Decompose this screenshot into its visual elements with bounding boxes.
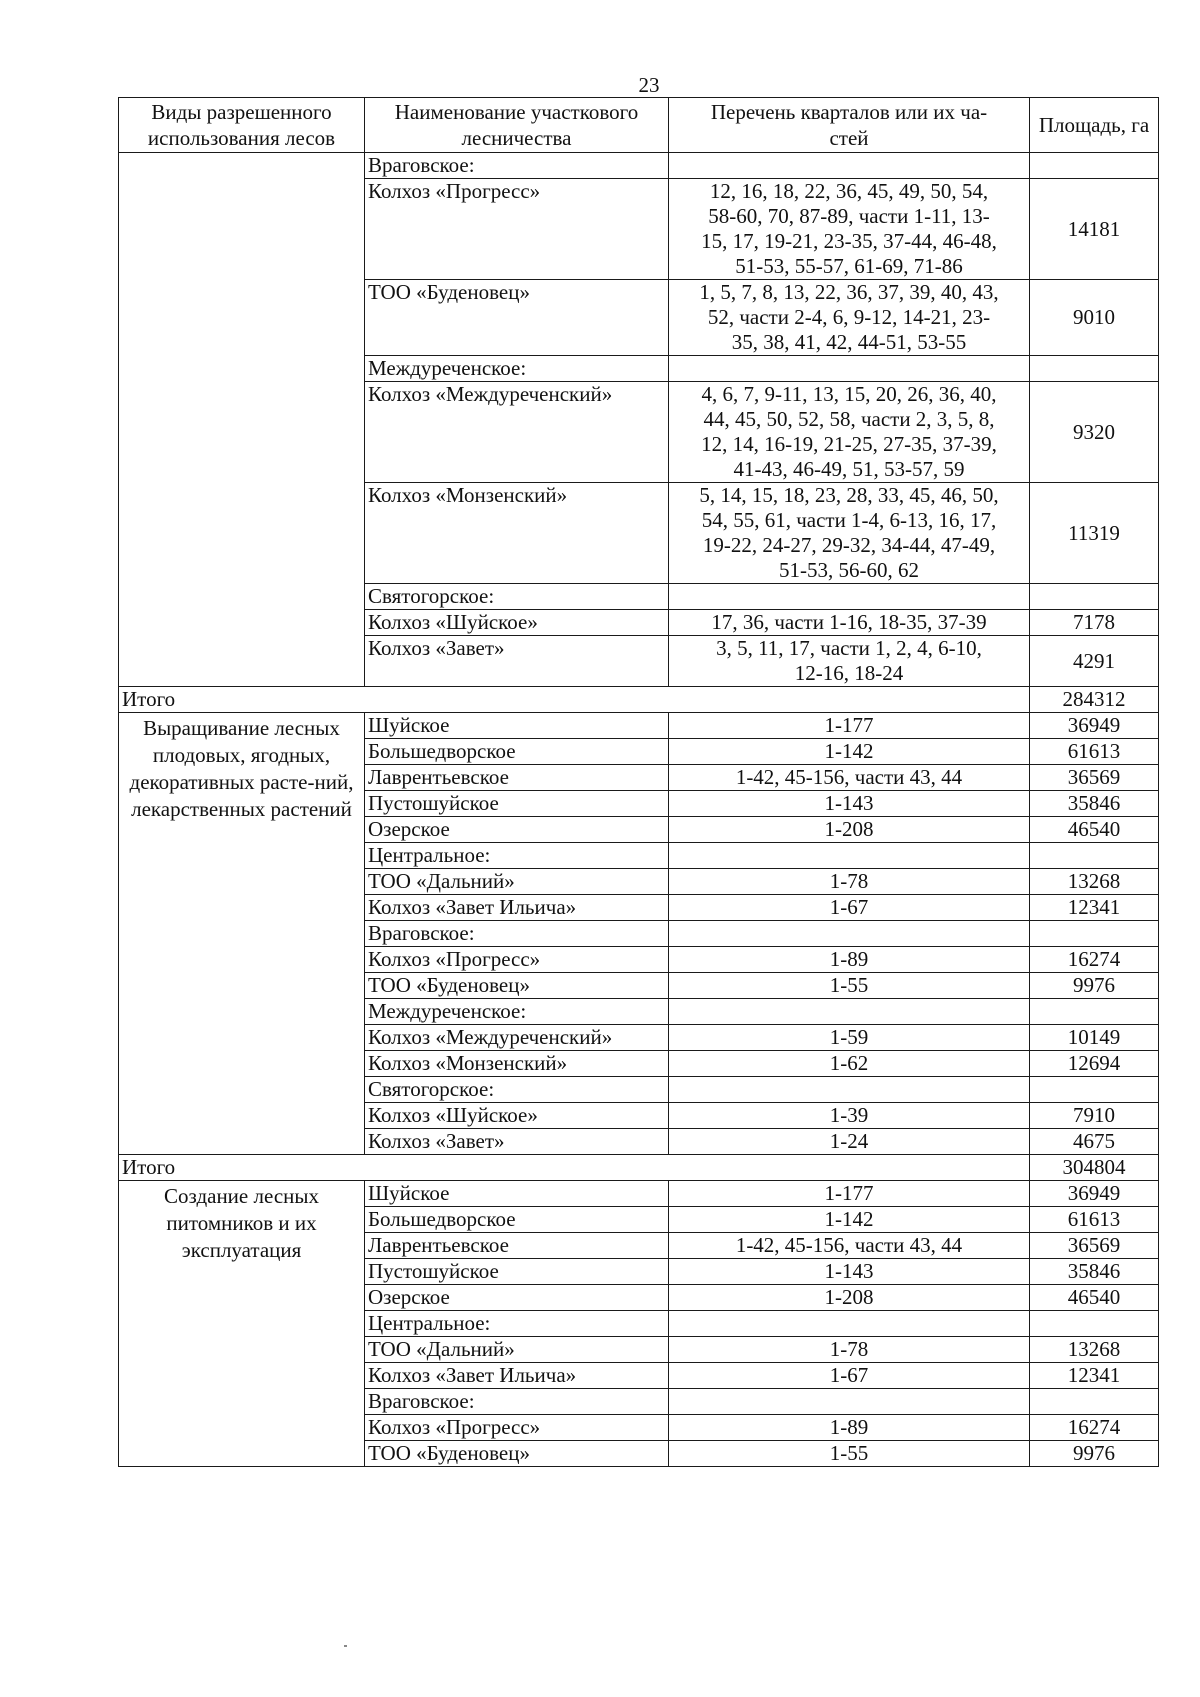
page-number: 23 xyxy=(638,73,660,97)
forestry-name: Колхоз «Завет» xyxy=(365,636,669,687)
quarters-list: 1-55 xyxy=(669,973,1030,999)
area-ha: 36949 xyxy=(1030,713,1159,739)
area-ha xyxy=(1030,584,1159,610)
area-ha: 61613 xyxy=(1030,739,1159,765)
area-ha: 14181 xyxy=(1030,179,1159,280)
forestry-name: Колхоз «Шуйское» xyxy=(365,610,669,636)
quarters-list: 1-39 xyxy=(669,1103,1030,1129)
area-ha: 61613 xyxy=(1030,1207,1159,1233)
table-header-row xyxy=(119,98,1159,153)
area-ha: 12694 xyxy=(1030,1051,1159,1077)
quarters-list xyxy=(669,1389,1030,1415)
forestry-name: ТОО «Буденовец» xyxy=(365,973,669,999)
area-ha: 16274 xyxy=(1030,1415,1159,1441)
quarters-list xyxy=(669,999,1030,1025)
quarters-list xyxy=(669,843,1030,869)
area-ha: 9976 xyxy=(1030,1441,1159,1467)
quarters-list: 1-89 xyxy=(669,1415,1030,1441)
forestry-name: Центральное: xyxy=(365,843,669,869)
area-ha: 13268 xyxy=(1030,869,1159,895)
area-ha: 7910 xyxy=(1030,1103,1159,1129)
area-ha xyxy=(1030,1311,1159,1337)
forestry-name: Колхоз «Прогресс» xyxy=(365,1415,669,1441)
forestry-name: ТОО «Буденовец» xyxy=(365,1441,669,1467)
quarters-list xyxy=(669,1077,1030,1103)
area-ha: 13268 xyxy=(1030,1337,1159,1363)
area-ha: 46540 xyxy=(1030,1285,1159,1311)
area-ha: 36569 xyxy=(1030,765,1159,791)
forestry-name: Святогорское: xyxy=(365,584,669,610)
forestry-name: Колхоз «Завет» xyxy=(365,1129,669,1155)
forestry-name: Междуреченское: xyxy=(365,999,669,1025)
quarters-list xyxy=(669,153,1030,179)
quarters-list xyxy=(669,636,1030,687)
quarters-list: 1-143 xyxy=(669,1259,1030,1285)
use-type-nurseries: Создание лесных питомников и их эксплуатация xyxy=(119,1181,365,1467)
area-ha: 9976 xyxy=(1030,973,1159,999)
area-ha: 12341 xyxy=(1030,895,1159,921)
header-area: Площадь, га xyxy=(1030,98,1159,153)
area-ha: 46540 xyxy=(1030,817,1159,843)
quarters-list: 1-89 xyxy=(669,947,1030,973)
area-ha: 35846 xyxy=(1030,791,1159,817)
quarters-list xyxy=(669,280,1030,356)
forestry-name: Колхоз «Шуйское» xyxy=(365,1103,669,1129)
forestry-name: Колхоз «Прогресс» xyxy=(365,179,669,280)
forestry-name: Озерское xyxy=(365,1285,669,1311)
forestry-name: ТОО «Буденовец» xyxy=(365,280,669,356)
quarters-list: 1-42, 45-156, части 43, 44 xyxy=(669,765,1030,791)
forestry-name: Междуреченское: xyxy=(365,356,669,382)
forestry-name: Колхоз «Завет Ильича» xyxy=(365,1363,669,1389)
forest-use-table xyxy=(118,97,1159,1467)
section2-row xyxy=(119,713,1159,739)
quarters-list xyxy=(669,382,1030,483)
total-row-1 xyxy=(119,687,1159,713)
forestry-name: ТОО «Дальний» xyxy=(365,869,669,895)
quarters-list: 1-24 xyxy=(669,1129,1030,1155)
quarters-list: 1-78 xyxy=(669,1337,1030,1363)
quarters-list: 1-208 xyxy=(669,817,1030,843)
forestry-name: Шуйское xyxy=(365,1181,669,1207)
area-ha: 11319 xyxy=(1030,483,1159,584)
quarters-list-text: 5, 14, 15, 18, 23, 28, 33, 45, 46, 50, 54, 55, 61, части 1-4, 6-13, 16, 17, 19-22, 24-27, 29-32, 34-44, 47-49, 51-53, 56-60, 62 xyxy=(699,483,999,582)
forestry-name: Лаврентьевское xyxy=(365,1233,669,1259)
total-value: 304804 xyxy=(1030,1155,1159,1181)
section3-row xyxy=(119,1181,1159,1207)
area-ha: 7178 xyxy=(1030,610,1159,636)
forestry-name: Враговское: xyxy=(365,921,669,947)
quarters-list: 1-78 xyxy=(669,869,1030,895)
area-ha: 9320 xyxy=(1030,382,1159,483)
area-ha: 12341 xyxy=(1030,1363,1159,1389)
quarters-list: 17, 36, части 1-16, 18-35, 37-39 xyxy=(669,610,1030,636)
quarters-list: 1-67 xyxy=(669,1363,1030,1389)
quarters-list: 1-177 xyxy=(669,713,1030,739)
header-forestry-name: Наименование участкового лесничества xyxy=(365,98,669,153)
forestry-name: ТОО «Дальний» xyxy=(365,1337,669,1363)
use-type-cultivation: Выращивание лесных плодовых, ягодных, декоративных расте-ний, лекарственных растений xyxy=(119,713,365,1155)
total-value: 284312 xyxy=(1030,687,1159,713)
scan-speck xyxy=(344,1645,347,1647)
forestry-name: Враговское: xyxy=(365,1389,669,1415)
forestry-name: Колхоз «Междуреченский» xyxy=(365,1025,669,1051)
area-ha: 4675 xyxy=(1030,1129,1159,1155)
forestry-name: Колхоз «Завет Ильича» xyxy=(365,895,669,921)
total-label: Итого xyxy=(119,1155,1030,1181)
forestry-name: Колхоз «Междуреченский» xyxy=(365,382,669,483)
header-quarters-text: Перечень кварталов или их ча- стей xyxy=(710,100,988,150)
quarters-list: 1-62 xyxy=(669,1051,1030,1077)
area-ha xyxy=(1030,356,1159,382)
quarters-list: 1-42, 45-156, части 43, 44 xyxy=(669,1233,1030,1259)
quarters-list xyxy=(669,1311,1030,1337)
quarters-list: 1-177 xyxy=(669,1181,1030,1207)
header-use-type: Виды разрешенного использования лесов xyxy=(119,98,365,153)
area-ha xyxy=(1030,153,1159,179)
quarters-list xyxy=(669,356,1030,382)
forestry-name: Большедворское xyxy=(365,1207,669,1233)
header-quarters xyxy=(669,98,1030,153)
area-ha xyxy=(1030,843,1159,869)
quarters-list: 1-208 xyxy=(669,1285,1030,1311)
area-ha: 9010 xyxy=(1030,280,1159,356)
area-ha: 16274 xyxy=(1030,947,1159,973)
quarters-list-text: 4, 6, 7, 9-11, 13, 15, 20, 26, 36, 40, 44, 45, 50, 52, 58, части 2, 3, 5, 8, 12, 14, 16-19, 21-25, 27-35, 37-39, 41-43, 46-49, 51, 53-57, 59 xyxy=(701,382,997,481)
quarters-list xyxy=(669,584,1030,610)
forestry-name: Лаврентьевское xyxy=(365,765,669,791)
quarters-list: 1-55 xyxy=(669,1441,1030,1467)
quarters-list xyxy=(669,179,1030,280)
area-ha xyxy=(1030,1077,1159,1103)
forestry-name: Святогорское: xyxy=(365,1077,669,1103)
area-ha: 36569 xyxy=(1030,1233,1159,1259)
forestry-name: Колхоз «Монзенский» xyxy=(365,1051,669,1077)
forestry-name: Колхоз «Прогресс» xyxy=(365,947,669,973)
forestry-name: Колхоз «Монзенский» xyxy=(365,483,669,584)
quarters-list: 1-59 xyxy=(669,1025,1030,1051)
quarters-list: 1-143 xyxy=(669,791,1030,817)
area-ha xyxy=(1030,999,1159,1025)
quarters-list xyxy=(669,483,1030,584)
area-ha xyxy=(1030,921,1159,947)
quarters-list xyxy=(669,921,1030,947)
quarters-list: 1-142 xyxy=(669,1207,1030,1233)
area-ha: 10149 xyxy=(1030,1025,1159,1051)
forestry-name: Шуйское xyxy=(365,713,669,739)
section1-row xyxy=(119,153,1159,179)
forestry-name: Пустошуйское xyxy=(365,1259,669,1285)
forestry-name: Большедворское xyxy=(365,739,669,765)
quarters-list-text: 1, 5, 7, 8, 13, 22, 36, 37, 39, 40, 43, 52, части 2-4, 6, 9-12, 14-21, 23- 35, 38, 41, 42, 44-51, 53-55 xyxy=(699,280,999,354)
quarters-list-text: 3, 5, 11, 17, части 1, 2, 4, 6-10, 12-16, 18-24 xyxy=(716,636,982,685)
quarters-list: 1-142 xyxy=(669,739,1030,765)
area-ha xyxy=(1030,1389,1159,1415)
area-ha: 4291 xyxy=(1030,636,1159,687)
total-row-2 xyxy=(119,1155,1159,1181)
table-body xyxy=(119,98,1159,1467)
use-type-continued xyxy=(119,153,365,687)
total-label: Итого xyxy=(119,687,1030,713)
quarters-list: 1-67 xyxy=(669,895,1030,921)
quarters-list-text: 12, 16, 18, 22, 36, 45, 49, 50, 54, 58-60, 70, 87-89, части 1-11, 13- 15, 17, 19-21, 23-35, 37-44, 46-48, 51-53, 55-57, 61-69, 71-86 xyxy=(701,179,997,278)
forestry-name: Враговское: xyxy=(365,153,669,179)
area-ha: 36949 xyxy=(1030,1181,1159,1207)
area-ha: 35846 xyxy=(1030,1259,1159,1285)
forestry-name: Озерское xyxy=(365,817,669,843)
forestry-name: Центральное: xyxy=(365,1311,669,1337)
forestry-name: Пустошуйское xyxy=(365,791,669,817)
